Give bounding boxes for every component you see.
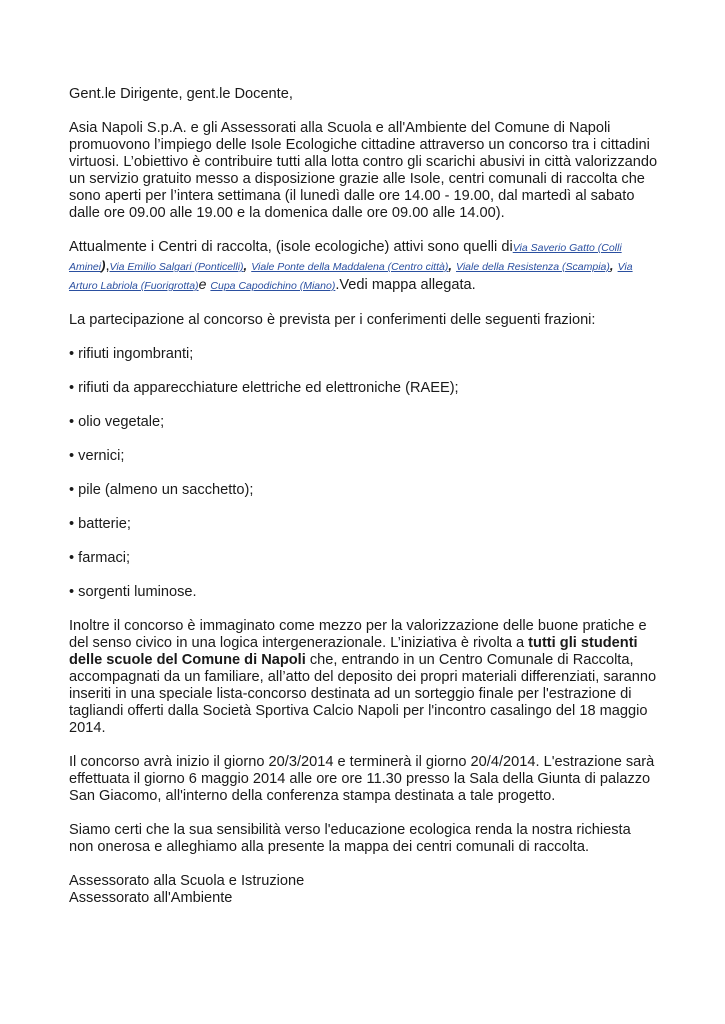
separator: ,: [609, 258, 614, 273]
link-viale-ponte-della-maddalena[interactable]: Viale Ponte della Maddalena (Centro città): [251, 261, 449, 273]
list-item: • rifiuti ingombranti;: [69, 346, 194, 362]
fractions-intro: La partecipazione al concorso è prevista per i conferimenti delle seguenti frazioni:: [69, 312, 596, 328]
conjunction: e: [198, 276, 207, 292]
link-via-saverio-gatto[interactable]: Via Saverio Gatto (Colli Aminei: [69, 242, 622, 273]
closing-paragraph: Siamo certi che la sua sensibilità verso l'educazione ecologica renda la nostra richiesta non onerosa e alleghiamo alla presente la mappa dei centri comunali di raccolta.: [69, 822, 631, 855]
list-item: • sorgenti luminose.: [69, 584, 197, 600]
dates-paragraph: Il concorso avrà inizio il giorno 20/3/2014 e terminerà il giorno 20/4/2014. L'estrazione sarà effettuata il giorno 6 maggio 2014 alle ore ore 11.30 presso la Sala della Giunta di palazzo San Giacomo, all'interno della conferenza stampa destinata a tale progetto.: [69, 754, 655, 804]
fractions-list: [69, 346, 659, 601]
intro-paragraph: Asia Napoli S.p.A. e gli Assessorati alla Scuola e all'Ambiente del Comune di Napoli promuovono l’impiego delle Isole Ecologiche cittadine attraverso un concorso tra i cittadini virtuosi. L’obiettivo è contribuire tutti alla lotta contro gli scarichi abusivi in città valorizzando un servizio gratuito messo a disposizione grazie alle Isole, centri comunali di raccolta che sono aperti per l’intera settimana (il lunedì dalle ore 14.00 - 19.00, dal martedì al sabato dalle ore 09.00 alle 19.00 e la domenica dalle ore 09.00 alle 14.00).: [69, 120, 658, 221]
contest-text-before: Inoltre il concorso è immaginato come mezzo per la valorizzazione delle buone pratiche e del senso civico in una logica intergenerazionale. L’iniziativa è rivolta a: [69, 618, 647, 651]
link-cupa-capodichino[interactable]: Cupa Capodichino (Miano): [210, 280, 336, 292]
link-via-arturo-labriola[interactable]: Via Arturo Labriola (Fuorigrotta): [69, 261, 633, 292]
list-item: • olio vegetale;: [69, 414, 165, 430]
signature-line: Assessorato alla Scuola e Istruzione: [69, 873, 305, 889]
contest-target-students: tutti gli studenti delle scuole del Comune di Napoli: [69, 635, 638, 668]
separator: ): [101, 258, 106, 273]
list-item: • pile (almeno un sacchetto);: [69, 482, 254, 498]
contest-paragraph: [69, 618, 659, 737]
separator: ,: [243, 258, 248, 273]
list-item: • farmaci;: [69, 550, 131, 566]
letter-body: [69, 86, 659, 907]
link-via-emilio-salgari[interactable]: Via Emilio Salgari (Ponticelli): [109, 261, 244, 273]
link-viale-della-resistenza[interactable]: Viale della Resistenza (Scampia): [456, 261, 610, 273]
signature-line: Assessorato all'Ambiente: [69, 890, 233, 906]
separator: ,: [448, 258, 452, 273]
list-item: • batterie;: [69, 516, 131, 532]
list-item: • rifiuti da apparecchiature elettriche ed elettroniche (RAEE);: [69, 380, 459, 396]
centres-paragraph: Attualmente i Centri di raccolta, (isole ecologiche) attivi sono quelli diVia Saverio Gatto (Colli Aminei),Via Emilio Salgari (Ponticelli), Viale Ponte della Maddalena (Centro città), Viale della Resistenza (Scampia), Via Arturo Labriola (Fuorigrotta)e Cupa Capodichino (Miano).Vedi mappa allegata.: [69, 239, 633, 293]
greeting: Gent.le Dirigente, gent.le Docente,: [69, 86, 293, 102]
centres-lead: Attualmente i Centri di raccolta, (isole ecologiche) attivi sono quelli di: [69, 239, 513, 255]
map-note: .Vedi mappa allegata.: [335, 277, 476, 293]
list-item: • vernici;: [69, 448, 125, 464]
signature-block: [69, 873, 659, 907]
contest-text-after: che, entrando in un Centro Comunale di Raccolta, accompagnati da un familiare, all’atto del deposito dei propri materiali differenziati, saranno inseriti in una speciale lista-concorso destinata ad un sorteggio finale per l'estrazione di tagliandi offerti dalla Società Sportiva Calcio Napoli per l'incontro casalingo del 18 maggio 2014.: [69, 652, 657, 736]
